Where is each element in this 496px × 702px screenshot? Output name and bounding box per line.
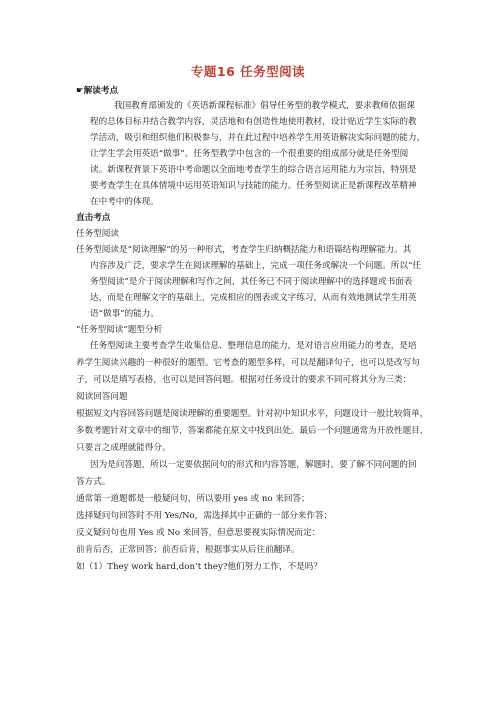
rule-line-4: 前肯后否，正常回答；前否后肯，根据事实从后往前翻译。: [76, 545, 300, 555]
tip-line-1: 因为是问答题，所以一定要依据问句的形式和内容答题，解题时，要了解不同问题的回: [90, 460, 417, 470]
definition-line-4: 达，而是在理解文字的基础上，完成相应的图表或文字练习，从而有效地测试学生用英: [90, 293, 417, 303]
example-line: 如（1）They work hard,don’t they?他们努力工作，不是吗？: [76, 562, 322, 572]
analysis-line-2: 养学生阅读兴趣的一种很好的题型。它考查的题型多样，可以是翻译句子，也可以是改写句: [76, 358, 420, 368]
subheading-answer: 阅读回答问题: [76, 392, 128, 402]
intro-line-4: 让学生学会用英语“做事”。任务型教学中包含的一个很重要的组成部分就是任务型阅: [90, 149, 409, 159]
definition-line-5: 语“做事”的能力。: [90, 309, 159, 319]
intro-line-1: 我国教育部颁发的《英语新课程标准》倡导任务型的教学模式，要求教师依据课: [114, 101, 415, 111]
rule-line-3: 反义疑问句也用 Yes 或 No 来回答，但意思要视实际情况而定：: [76, 528, 321, 538]
subheading-renwu: 任务型阅读: [76, 229, 119, 239]
section-heading-jiedu: ☛解读考点: [76, 86, 119, 96]
definition-line-1: 任务型阅读是“阅读理解”的另一种形式，考查学生归纳概括能力和语篇结构理解能力。其: [76, 245, 412, 255]
analysis-line-1: 任务型阅读主要考查学生收集信息、整理信息的能力，是对语言应用能力的考查，是培: [90, 341, 417, 351]
answer-line-3: 只要言之成理就能得分。: [76, 443, 171, 453]
answer-line-2: 多数考题针对文章中的细节，答案都能在原文中找到出处。最后一个问题通常为开放性题目，: [76, 426, 429, 436]
intro-line-3: 学活动，吸引和组织他们积极参与，并在此过程中培养学生用英语解决实际问题的能力，: [90, 133, 426, 143]
analysis-line-3: 子，可以是填写表格，也可以是回答问题。根据对任务设计的要求不同可将其分为三类：: [76, 375, 412, 385]
rule-line-1: 通常第一道题都是一般疑问句，所以要用 yes 或 no 来回答；: [76, 494, 310, 504]
section-heading-kaodian: 直击考点: [76, 213, 111, 223]
subheading-analysis: “任务型阅读”题型分析: [76, 325, 163, 335]
definition-line-2: 内容涉及广泛，要求学生在阅读理解的基础上，完成一项任务或解决一个问题。所以“任: [90, 261, 421, 271]
intro-line-7: 在中考中的体现。: [90, 197, 159, 207]
tip-line-2: 答方式。: [76, 477, 111, 487]
intro-line-5: 读。新课程背景下英语中考命题以全面地考查学生的综合语言运用能力为宗旨，特别是: [90, 165, 417, 175]
rule-line-2: 选择疑问句回答时不用 Yes/No，需选择其中正确的一部分来作答；: [76, 511, 333, 521]
definition-line-3: 务型阅读”是介于阅读理解和写作之间，其任务已不同于阅读理解中的选择题或书面表: [90, 277, 413, 287]
answer-line-1: 根据短文内容回答问题是阅读理解的重要题型。针对初中知识水平，问题设计一般比较简单，: [76, 409, 429, 419]
intro-line-2: 程的总体目标并结合教学内容，灵活地和有创造性地使用教材，设计贴近学生实际的教: [90, 117, 417, 127]
page-title: 专题16 任务型阅读: [190, 64, 306, 79]
intro-line-6: 要考查学生在具体情境中运用英语知识与技能的能力。任务型阅读正是新课程改革精神: [90, 181, 417, 191]
